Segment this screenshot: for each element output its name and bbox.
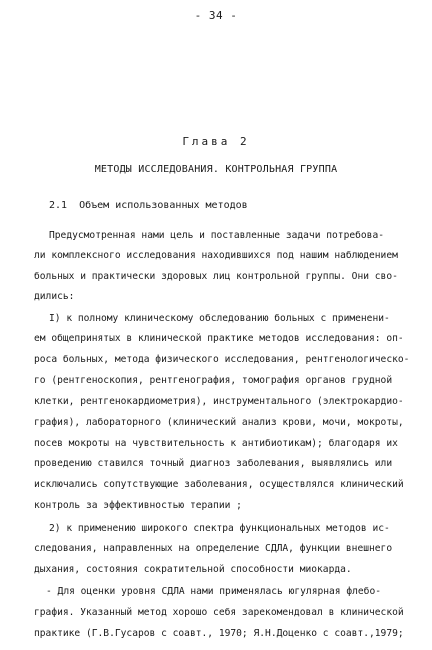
text-line: контроль за эффективностью терапии ; xyxy=(34,500,242,511)
text-line: 2) к применению широкого спектра функциональных методов ис- xyxy=(49,523,390,534)
text-line: посев мокроты на чувствительность к антибиотикам); благодаря их xyxy=(34,438,398,449)
text-line: следования, направленных на определение СДЛА, функции внешнего xyxy=(34,543,393,554)
text-line: дыхания, состояния сократительной способности миокарда. xyxy=(34,564,352,575)
text-line: I) к полному клиническому обследованию больных с применени- xyxy=(49,313,390,324)
text-line: графия. Указанный метод хорошо себя зарекомендовал в клинической xyxy=(34,607,404,618)
text-line: клетки, рентгенокардиометрия), инструментального (электрокардио- xyxy=(34,396,404,407)
chapter-title: МЕТОДЫ ИССЛЕДОВАНИЯ. КОНТРОЛЬНАЯ ГРУППА xyxy=(94,164,338,175)
text-line: - Для оценки уровня СДЛА нами применялась югулярная флебо- xyxy=(46,586,382,597)
text-line: роса больных, метода физического исследования, рентгенологическо- xyxy=(34,354,410,365)
text-line: графия), лабораторного (клинический анализ крови, мочи, мокроты, xyxy=(34,417,404,428)
text-line: больных и практически здоровых лиц контрольной группы. Они сво- xyxy=(34,271,398,282)
text-line: го (рентгеноскопия, рентгенография, томография органов грудной xyxy=(34,375,393,386)
text-line: дились: xyxy=(34,291,75,302)
section-heading: 2.1 Объем использованных методов xyxy=(49,200,248,211)
text-line: Предусмотренная нами цель и поставленные задачи потребова- xyxy=(49,230,385,241)
text-line: проведению ставился точный диагноз заболевания, выявлялись или xyxy=(34,458,393,469)
text-line: ем общепринятых в клинической практике методов исследования: оп- xyxy=(34,333,404,344)
text-line: ли комплексного исследования находившихся под нашим наблюдением xyxy=(34,250,398,261)
text-line: исключались сопутствующие заболевания, осуществлялся клинический xyxy=(34,479,404,490)
chapter-heading: Глава 2 xyxy=(182,135,250,148)
page-number: - 34 - xyxy=(194,9,238,22)
text-line: практике (Г.В.Гусаров с соавт., 1970; Я.Н.Доценко с соавт.,1979; xyxy=(34,628,404,639)
